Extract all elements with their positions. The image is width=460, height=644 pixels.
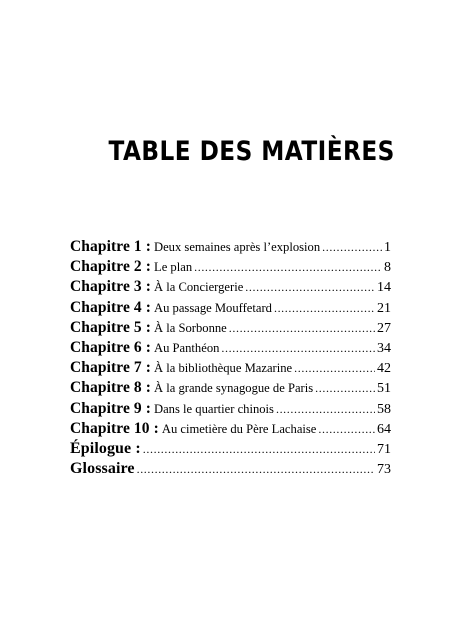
dot-leader bbox=[143, 439, 375, 459]
toc-entry-title: À la Conciergerie bbox=[154, 280, 244, 295]
toc-entry-page: 58 bbox=[377, 401, 391, 417]
page-title: TABLE DES MATIÈRES bbox=[108, 136, 395, 167]
toc-entry-title: Dans le quartier chinois bbox=[154, 401, 274, 416]
dot-leader bbox=[194, 257, 382, 277]
toc-entry-page: 27 bbox=[377, 320, 391, 336]
toc-entry-title: Le plan bbox=[154, 260, 193, 275]
toc-entry-chapter-8 bbox=[70, 378, 391, 398]
toc-entry-chapter-1 bbox=[70, 237, 391, 257]
toc-entry-label: Chapitre 7 : bbox=[70, 359, 151, 377]
toc-entry-title: À la Sorbonne bbox=[154, 320, 227, 335]
toc-entry-chapter-2 bbox=[70, 257, 391, 277]
toc-entry-label: Chapitre 9 : bbox=[70, 399, 151, 417]
toc-entry-label: Chapitre 3 : bbox=[70, 278, 151, 296]
toc-entry-chapter-7 bbox=[70, 358, 391, 378]
toc-entry-title: À la grande synagogue de Paris bbox=[154, 381, 314, 396]
dot-leader bbox=[322, 237, 382, 257]
dot-leader bbox=[276, 399, 375, 419]
toc-entry-page: 51 bbox=[377, 381, 391, 397]
toc-entry-chapter-9 bbox=[70, 399, 391, 419]
dot-leader bbox=[229, 318, 375, 338]
toc-entry-title: Au passage Mouffetard bbox=[154, 300, 272, 315]
toc-entry-label: Chapitre 5 : bbox=[70, 318, 151, 336]
toc-entry-chapter-4 bbox=[70, 298, 391, 318]
table-of-contents bbox=[70, 237, 391, 479]
toc-entry-page: 64 bbox=[377, 421, 391, 437]
toc-entry-label: Chapitre 8 : bbox=[70, 379, 151, 397]
toc-entry-chapter-6 bbox=[70, 338, 391, 358]
toc-entry-title: À la bibliothèque Mazarine bbox=[154, 361, 293, 376]
toc-entry-page: 34 bbox=[377, 340, 391, 356]
dot-leader bbox=[315, 378, 375, 398]
toc-entry-page: 73 bbox=[377, 462, 391, 478]
dot-leader bbox=[137, 459, 375, 479]
toc-entry-chapter-5 bbox=[70, 318, 391, 338]
toc-entry-page: 71 bbox=[377, 441, 391, 457]
toc-entry-label: Chapitre 6 : bbox=[70, 338, 151, 356]
toc-entry-label: Chapitre 10 : bbox=[70, 419, 159, 437]
toc-entry-page: 21 bbox=[377, 300, 391, 316]
toc-entry-chapter-3 bbox=[70, 277, 391, 297]
toc-entry-epilogue bbox=[70, 439, 391, 459]
toc-entry-page: 1 bbox=[384, 240, 391, 255]
toc-entry-page: 14 bbox=[377, 280, 391, 296]
toc-entry-glossary bbox=[70, 459, 391, 479]
toc-entry-title: Au cimetière du Père Lachaise bbox=[161, 421, 317, 436]
toc-entry-label: Glossaire bbox=[70, 460, 135, 478]
dot-leader bbox=[274, 298, 375, 318]
toc-entry-label: Chapitre 4 : bbox=[70, 298, 151, 316]
dot-leader bbox=[245, 277, 375, 297]
toc-entry-label: Épilogue : bbox=[70, 439, 141, 457]
toc-entry-title: Au Panthéon bbox=[154, 340, 220, 355]
dot-leader bbox=[318, 419, 375, 439]
toc-entry-title: Deux semaines après l’explosion bbox=[154, 240, 321, 254]
toc-entry-page: 42 bbox=[377, 361, 391, 377]
toc-entry-chapter-10 bbox=[70, 419, 391, 439]
toc-entry-page: 8 bbox=[384, 260, 391, 276]
toc-entry-label: Chapitre 2 : bbox=[70, 258, 151, 276]
dot-leader bbox=[294, 358, 375, 378]
dot-leader bbox=[221, 338, 375, 358]
toc-entry-label: Chapitre 1 : bbox=[70, 238, 151, 255]
